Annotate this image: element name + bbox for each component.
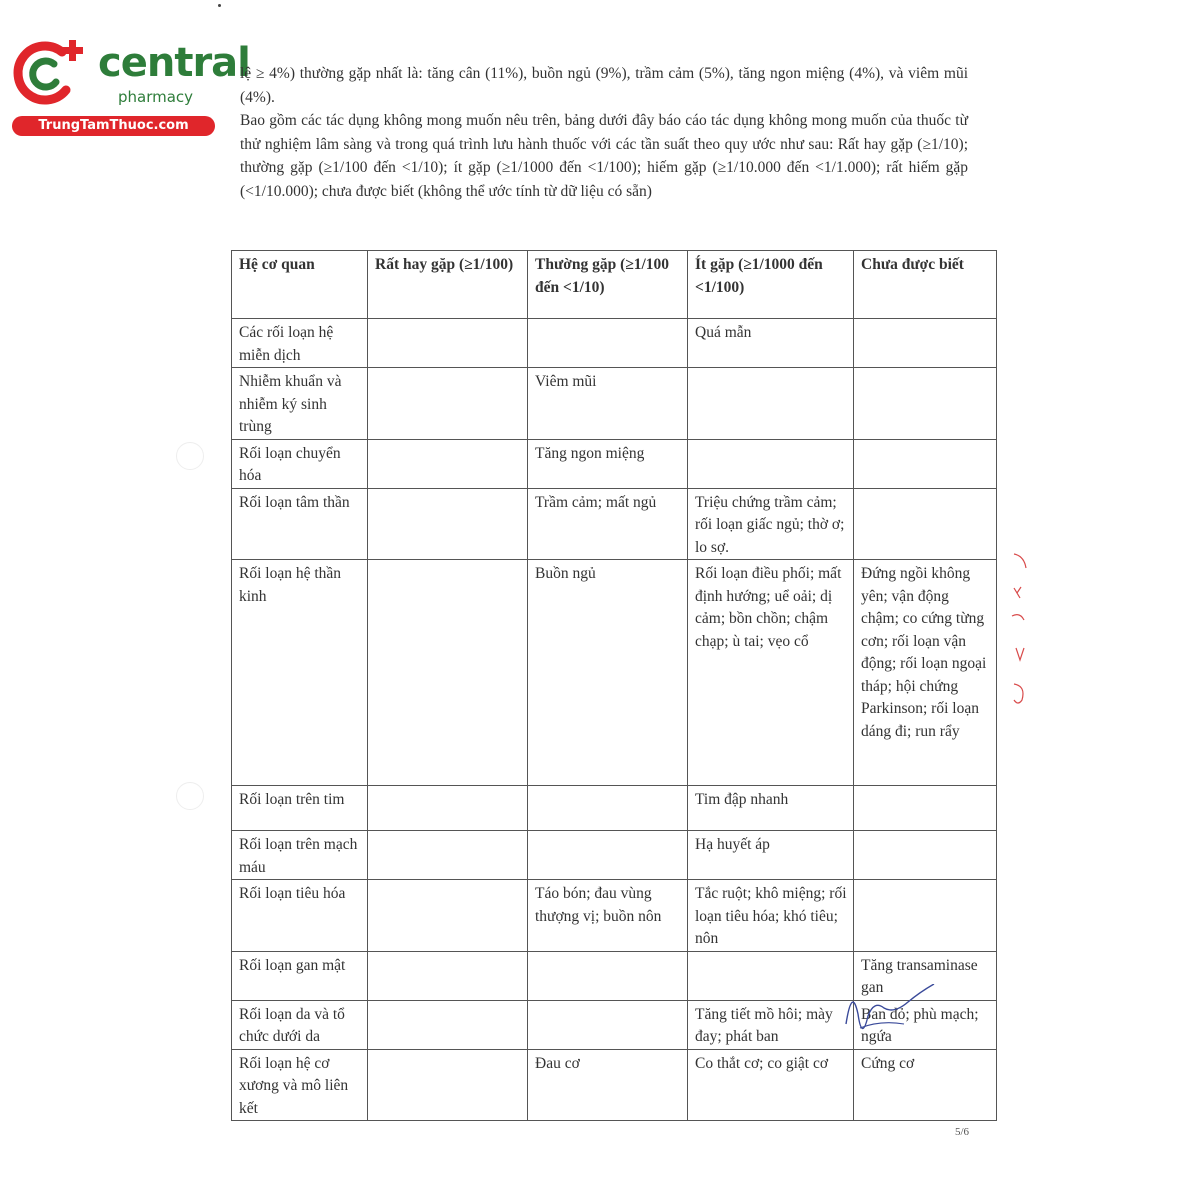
pharmacy-logo[interactable] bbox=[10, 38, 250, 138]
table-cell bbox=[854, 439, 997, 488]
table-cell bbox=[368, 319, 528, 368]
logo-website[interactable]: TrungTamThuoc.com bbox=[12, 116, 215, 136]
intro-line-1: lệ ≥ 4%) thường gặp nhất là: tăng cân (11%), buồn ngủ (9%), trầm cảm (5%), tăng ngon miệng (4%), và viêm mũi (4%). bbox=[240, 65, 968, 106]
table-cell bbox=[688, 368, 854, 440]
table-cell bbox=[854, 831, 997, 880]
header-unknown: Chưa được biết bbox=[854, 251, 997, 319]
table-cell: Tăng ngon miệng bbox=[528, 439, 688, 488]
table-cell bbox=[368, 439, 528, 488]
table-cell bbox=[528, 786, 688, 831]
table-cell: Rối loạn hệ cơ xương và mô liên kết bbox=[232, 1049, 368, 1121]
table-cell bbox=[854, 368, 997, 440]
table-cell bbox=[528, 951, 688, 1000]
central-pharmacy-logo-icon bbox=[10, 38, 88, 108]
header-very-common: Rất hay gặp (≥1/100) bbox=[368, 251, 528, 319]
scan-speck bbox=[218, 4, 221, 7]
table-row bbox=[232, 1049, 997, 1121]
table-cell: Ban đỏ; phù mạch; ngứa bbox=[854, 1000, 997, 1049]
table-cell: Táo bón; đau vùng thượng vị; buồn nôn bbox=[528, 880, 688, 952]
intro-paragraph-2: Bao gồm các tác dụng không mong muốn nêu trên, bảng dưới đây báo cáo tác dụng không mong muốn của thuốc từ thử nghiệm lâm sàng và trong quá trình lưu hành thuốc với các tần suất theo quy ước như sau: Rất hay gặp (≥1/10); thường gặp (≥1/100 đến <1/10); ít gặp (≥1/1000 đến <1/100); hiếm gặp (≥1/10.000 đến <1/1.000); rất hiếm gặp (<1/10.000); chưa được biết (không thể ước tính từ dữ liệu có sẵn) bbox=[240, 112, 968, 200]
table-cell: Rối loạn chuyển hóa bbox=[232, 439, 368, 488]
table-cell: Tim đập nhanh bbox=[688, 786, 854, 831]
table-cell bbox=[368, 880, 528, 952]
table-cell: Đau cơ bbox=[528, 1049, 688, 1121]
table-cell: Rối loạn tâm thần bbox=[232, 488, 368, 560]
table-cell bbox=[854, 319, 997, 368]
table-row bbox=[232, 786, 997, 831]
table-cell bbox=[368, 368, 528, 440]
table-row bbox=[232, 319, 997, 368]
table-cell bbox=[854, 786, 997, 831]
table-cell: Co thắt cơ; co giật cơ bbox=[688, 1049, 854, 1121]
table-cell bbox=[368, 786, 528, 831]
table-row bbox=[232, 831, 997, 880]
signature bbox=[842, 984, 940, 1044]
header-organ-system: Hệ cơ quan bbox=[232, 251, 368, 319]
table-cell bbox=[688, 439, 854, 488]
table-cell: Hạ huyết áp bbox=[688, 831, 854, 880]
header-common: Thường gặp (≥1/100 đến <1/10) bbox=[528, 251, 688, 319]
table-cell bbox=[368, 831, 528, 880]
table-cell bbox=[368, 488, 528, 560]
red-stamp-fragment bbox=[1006, 548, 1030, 728]
table-cell bbox=[368, 560, 528, 786]
table-cell: Triệu chứng trầm cảm; rối loạn giấc ngủ; thờ ơ; lo sợ. bbox=[688, 488, 854, 560]
table-cell bbox=[368, 1049, 528, 1121]
table-header-row bbox=[232, 251, 997, 319]
table-cell: Viêm mũi bbox=[528, 368, 688, 440]
table-cell bbox=[854, 488, 997, 560]
table-cell: Rối loạn hệ thần kinh bbox=[232, 560, 368, 786]
table-cell: Tăng tiết mồ hôi; mày đay; phát ban bbox=[688, 1000, 854, 1049]
table-cell bbox=[688, 951, 854, 1000]
table-cell: Trầm cảm; mất ngủ bbox=[528, 488, 688, 560]
header-uncommon: Ít gặp (≥1/1000 đến <1/100) bbox=[688, 251, 854, 319]
table-cell: Rối loạn da và tổ chức dưới da bbox=[232, 1000, 368, 1049]
intro-text bbox=[240, 62, 968, 203]
table-cell: Tăng transaminase gan bbox=[854, 951, 997, 1000]
table-row bbox=[232, 368, 997, 440]
table-cell bbox=[368, 1000, 528, 1049]
table-cell: Quá mẫn bbox=[688, 319, 854, 368]
table-row bbox=[232, 560, 997, 786]
table-cell bbox=[368, 951, 528, 1000]
table-cell bbox=[528, 1000, 688, 1049]
table-cell: Rối loạn trên mạch máu bbox=[232, 831, 368, 880]
table-cell: Rối loạn trên tim bbox=[232, 786, 368, 831]
table-cell: Rối loạn gan mật bbox=[232, 951, 368, 1000]
table-cell: Rối loạn điều phối; mất định hướng; uể oải; dị cảm; bồn chồn; chậm chạp; ù tai; vẹo cổ bbox=[688, 560, 854, 786]
table-row bbox=[232, 488, 997, 560]
page-number: 5/6 bbox=[955, 1126, 970, 1138]
table-row bbox=[232, 439, 997, 488]
table-cell bbox=[528, 831, 688, 880]
table-cell: Nhiễm khuẩn và nhiễm ký sinh trùng bbox=[232, 368, 368, 440]
logo-subtitle: pharmacy bbox=[118, 88, 194, 106]
table-cell bbox=[854, 880, 997, 952]
punch-hole bbox=[176, 782, 204, 810]
table-cell: Các rối loạn hệ miễn dịch bbox=[232, 319, 368, 368]
table-cell bbox=[528, 319, 688, 368]
table-row bbox=[232, 880, 997, 952]
table-cell: Tắc ruột; khô miệng; rối loạn tiêu hóa; khó tiêu; nôn bbox=[688, 880, 854, 952]
punch-hole bbox=[176, 442, 204, 470]
table-cell: Rối loạn tiêu hóa bbox=[232, 880, 368, 952]
table-cell: Cứng cơ bbox=[854, 1049, 997, 1121]
table-cell: Buồn ngủ bbox=[528, 560, 688, 786]
logo-brand-name: central bbox=[98, 40, 250, 86]
table-cell: Đứng ngồi không yên; vận động chậm; co cứng từng cơn; rối loạn vận động; rối loạn ngoại tháp; hội chứng Parkinson; rối loạn dáng đi; run rẩy bbox=[854, 560, 997, 786]
